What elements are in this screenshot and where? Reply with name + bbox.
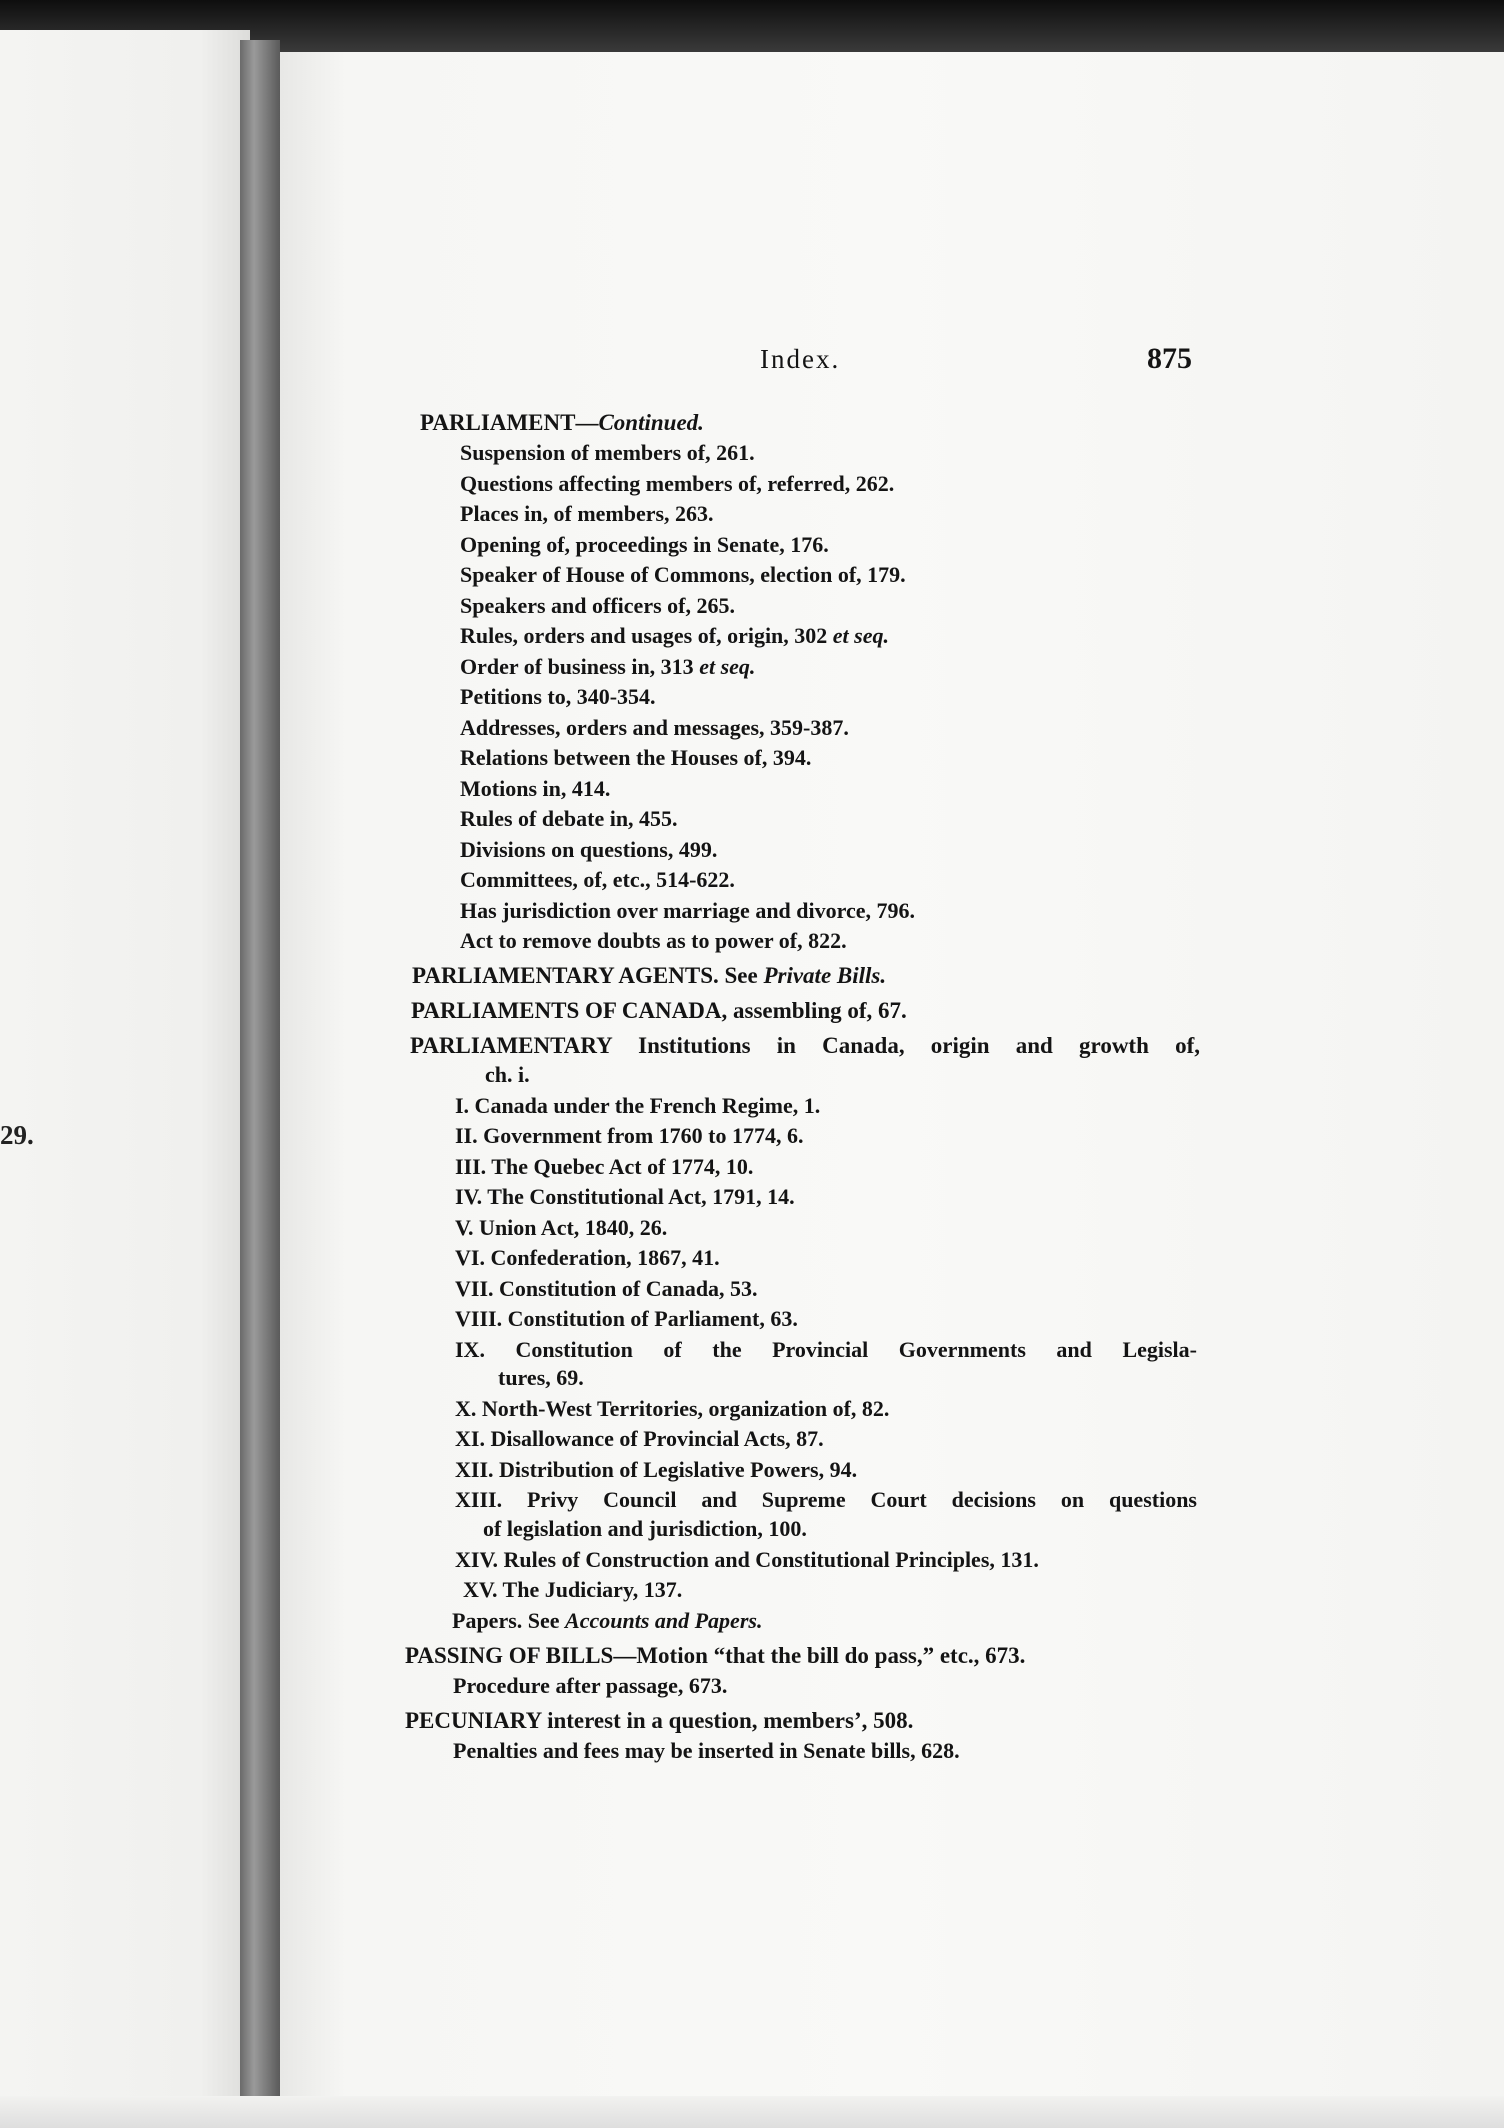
chapter-entry: IX. Constitution of the Provincial Governments and Legisla- <box>455 1337 1197 1362</box>
index-subentry-papers: Papers. See Accounts and Papers. <box>452 1608 763 1633</box>
page-number: 875 <box>1147 342 1192 375</box>
index-subentry: Speaker of House of Commons, election of, 179. <box>460 562 906 587</box>
index-entry-parliamentary-agents: PARLIAMENTARY AGENTS. See Private Bills. <box>412 963 887 988</box>
index-subentry: Act to remove doubts as to power of, 822. <box>460 928 847 953</box>
index-subentry: Motions in, 414. <box>460 776 611 801</box>
chapter-entry: XIII. Privy Council and Supreme Court decisions on questions <box>455 1487 1197 1512</box>
index-subentry: Order of business in, 313 et seq. <box>460 654 756 679</box>
chapter-entry: I. Canada under the French Regime, 1. <box>455 1093 821 1118</box>
chapter-entry: XIV. Rules of Construction and Constitutional Principles, 131. <box>455 1547 1039 1572</box>
chapter-entry: VIII. Constitution of Parliament, 63. <box>455 1306 798 1331</box>
chapter-entry: XII. Distribution of Legislative Powers, 94. <box>455 1457 858 1482</box>
book-gutter <box>240 40 280 2128</box>
chapter-entry: VII. Constitution of Canada, 53. <box>455 1276 758 1301</box>
chapter-entry: XI. Disallowance of Provincial Acts, 87. <box>455 1426 824 1451</box>
index-subentry: Questions affecting members of, referred, 262. <box>460 471 895 496</box>
index-entry-parliaments-of-canada: PARLIAMENTS OF CANADA, assembling of, 67. <box>411 998 907 1023</box>
index-subentry: Rules of debate in, 455. <box>460 806 678 831</box>
index-subentry: Penalties and fees may be inserted in Senate bills, 628. <box>453 1738 960 1763</box>
chapter-entry-continuation: of legislation and jurisdiction, 100. <box>483 1516 807 1541</box>
index-entry-pecuniary: PECUNIARY interest in a question, members’, 508. <box>405 1708 914 1733</box>
index-subentry: Suspension of members of, 261. <box>460 440 755 465</box>
chapter-entry: X. North-West Territories, organization of, 82. <box>455 1396 890 1421</box>
chapter-entry-continuation: tures, 69. <box>498 1365 584 1390</box>
left-page-fragment: 29. <box>0 1120 34 1150</box>
index-subentry: Has jurisdiction over marriage and divorce, 796. <box>460 898 916 923</box>
index-entry-parliamentary-institutions: PARLIAMENTARY Institutions in Canada, origin and growth of, <box>410 1033 1200 1058</box>
index-subentry: Divisions on questions, 499. <box>460 837 718 862</box>
index-entry-continuation: ch. i. <box>485 1062 530 1087</box>
index-subentry: Places in, of members, 263. <box>460 501 714 526</box>
page-header-title: Index. <box>760 344 841 374</box>
index-subentry: Committees, of, etc., 514-622. <box>460 867 735 892</box>
right-page <box>272 52 1504 2128</box>
scan-bottom-edge <box>0 2096 1504 2128</box>
chapter-entry: VI. Confederation, 1867, 41. <box>455 1245 720 1270</box>
chapter-entry: III. The Quebec Act of 1774, 10. <box>455 1154 754 1179</box>
chapter-entry: II. Government from 1760 to 1774, 6. <box>455 1123 804 1148</box>
index-entry-parliament: PARLIAMENT—Continued. <box>420 410 704 435</box>
index-entry-passing-of-bills: PASSING OF BILLS—Motion “that the bill do pass,” etc., 673. <box>405 1643 1026 1668</box>
index-subentry: Rules, orders and usages of, origin, 302 et seq. <box>460 623 889 648</box>
chapter-entry: IV. The Constitutional Act, 1791, 14. <box>455 1184 795 1209</box>
index-subentry: Procedure after passage, 673. <box>453 1673 728 1698</box>
chapter-entry: XV. The Judiciary, 137. <box>463 1577 683 1602</box>
index-subentry: Petitions to, 340-354. <box>460 684 656 709</box>
index-subentry: Relations between the Houses of, 394. <box>460 745 812 770</box>
index-subentry: Opening of, proceedings in Senate, 176. <box>460 532 829 557</box>
left-page <box>0 30 250 2128</box>
chapter-entry: V. Union Act, 1840, 26. <box>455 1215 668 1240</box>
index-subentry: Speakers and officers of, 265. <box>460 593 735 618</box>
index-subentry: Addresses, orders and messages, 359-387. <box>460 715 849 740</box>
